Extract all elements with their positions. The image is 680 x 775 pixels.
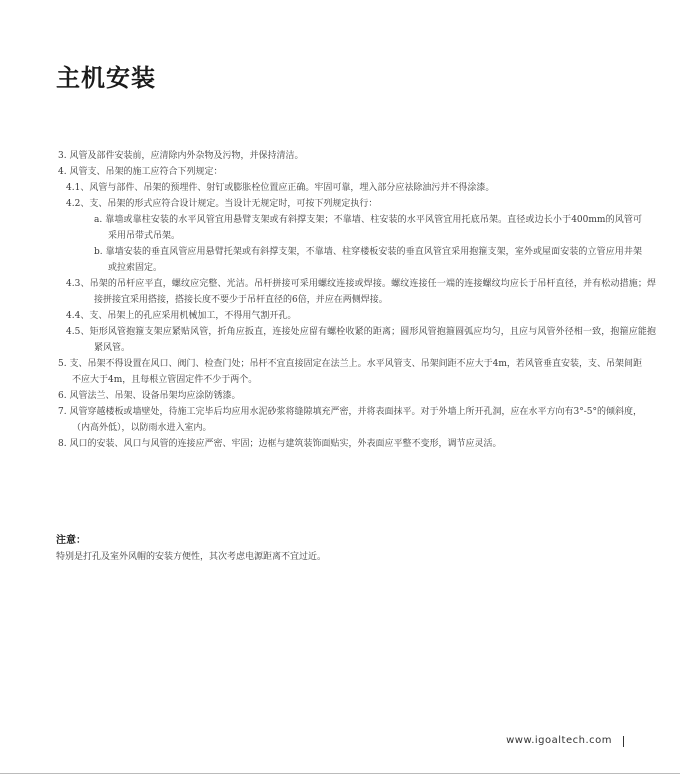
note-text: 特别是打孔及室外风帽的安装方便性，其次考虑电源距离不宜过近。	[56, 552, 327, 562]
list-item: 6. 风管法兰、吊架、设备吊架均应涂防锈漆。	[58, 391, 241, 401]
list-item: 4.1、风管与部件、吊架的预埋件、射钉或膨胀栓位置应正确。牢固可靠，埋入部分应祛除油污并不得涂漆。	[66, 183, 495, 193]
list-item: 4. 风管支、吊架的施工应符合下列规定：	[58, 167, 223, 177]
list-item: 3. 风管及部件安装前，应清除内外杂物及污物，并保持清洁。	[58, 151, 304, 161]
list-item: 4.4、支、吊架上的孔应采用机械加工，不得用气割开孔。	[66, 311, 297, 321]
footer-divider	[623, 736, 625, 747]
footer-website-link[interactable]: www.igoaltech.com	[506, 735, 612, 746]
list-item: 4.3、吊架的吊杆应平直，螺纹应完整、光洁。吊杆拼接可采用螺纹连接或焊接。螺纹连接任一端的连接螺纹均应长于吊杆直径，并有松动措施；焊接拼接宜采用搭接，搭接长度不要少于吊杆直径的6倍，并应在两侧焊接。	[66, 279, 656, 305]
list-item: 8. 风口的安装、风口与风管的连接应严密、牢固；边框与建筑装饰面贴实，外表面应平整不变形，调节应灵活。	[58, 439, 502, 449]
list-item: 4.2、支、吊架的形式应符合设计规定。当设计无规定时，可按下列规定执行：	[66, 199, 378, 209]
list-item: a. 靠墙或靠柱安装的水平风管宜用悬臂支架或有斜撑支架；不靠墙、柱安装的水平风管宜用托底吊架。直径或边长小于400mm的风管可采用吊带式吊架。	[94, 215, 642, 241]
page-title: 主机安装	[56, 64, 156, 92]
list-item: b. 靠墙安装的垂直风管应用悬臂托架或有斜撑支架，不靠墙、柱穿楼板安装的垂直风管宜采用抱箍支架，室外或屋面安装的立管应用井架或拉索固定。	[94, 247, 642, 273]
list-item: 5. 支、吊架不得设置在风口、阀门、检查门处；吊杆不宜直接固定在法兰上。水平风管支、吊架间距不应大于4m，若风管垂直安装，支、吊架间距不应大于4m，且每根立管固定件不少于两个。	[58, 359, 642, 385]
list-item: 4.5、矩形风管抱箍支架应紧贴风管，折角应扳直，连接处应留有螺栓收紧的距离；圆形风管抱箍圆弧应均匀，且应与风管外径相一致，抱箍应能抱紧风管。	[66, 327, 656, 353]
note-heading: 注意：	[56, 535, 86, 546]
list-item: 7. 风管穿越楼板或墙壁处，待施工完毕后均应用水泥砂浆将缝隙填充严密，并将表面抹平。对于外墙上所开孔洞，应在水平方向有3°-5°的倾斜度，（内高外低），以防雨水进入室内。	[58, 407, 642, 433]
bottom-rule	[0, 773, 680, 774]
